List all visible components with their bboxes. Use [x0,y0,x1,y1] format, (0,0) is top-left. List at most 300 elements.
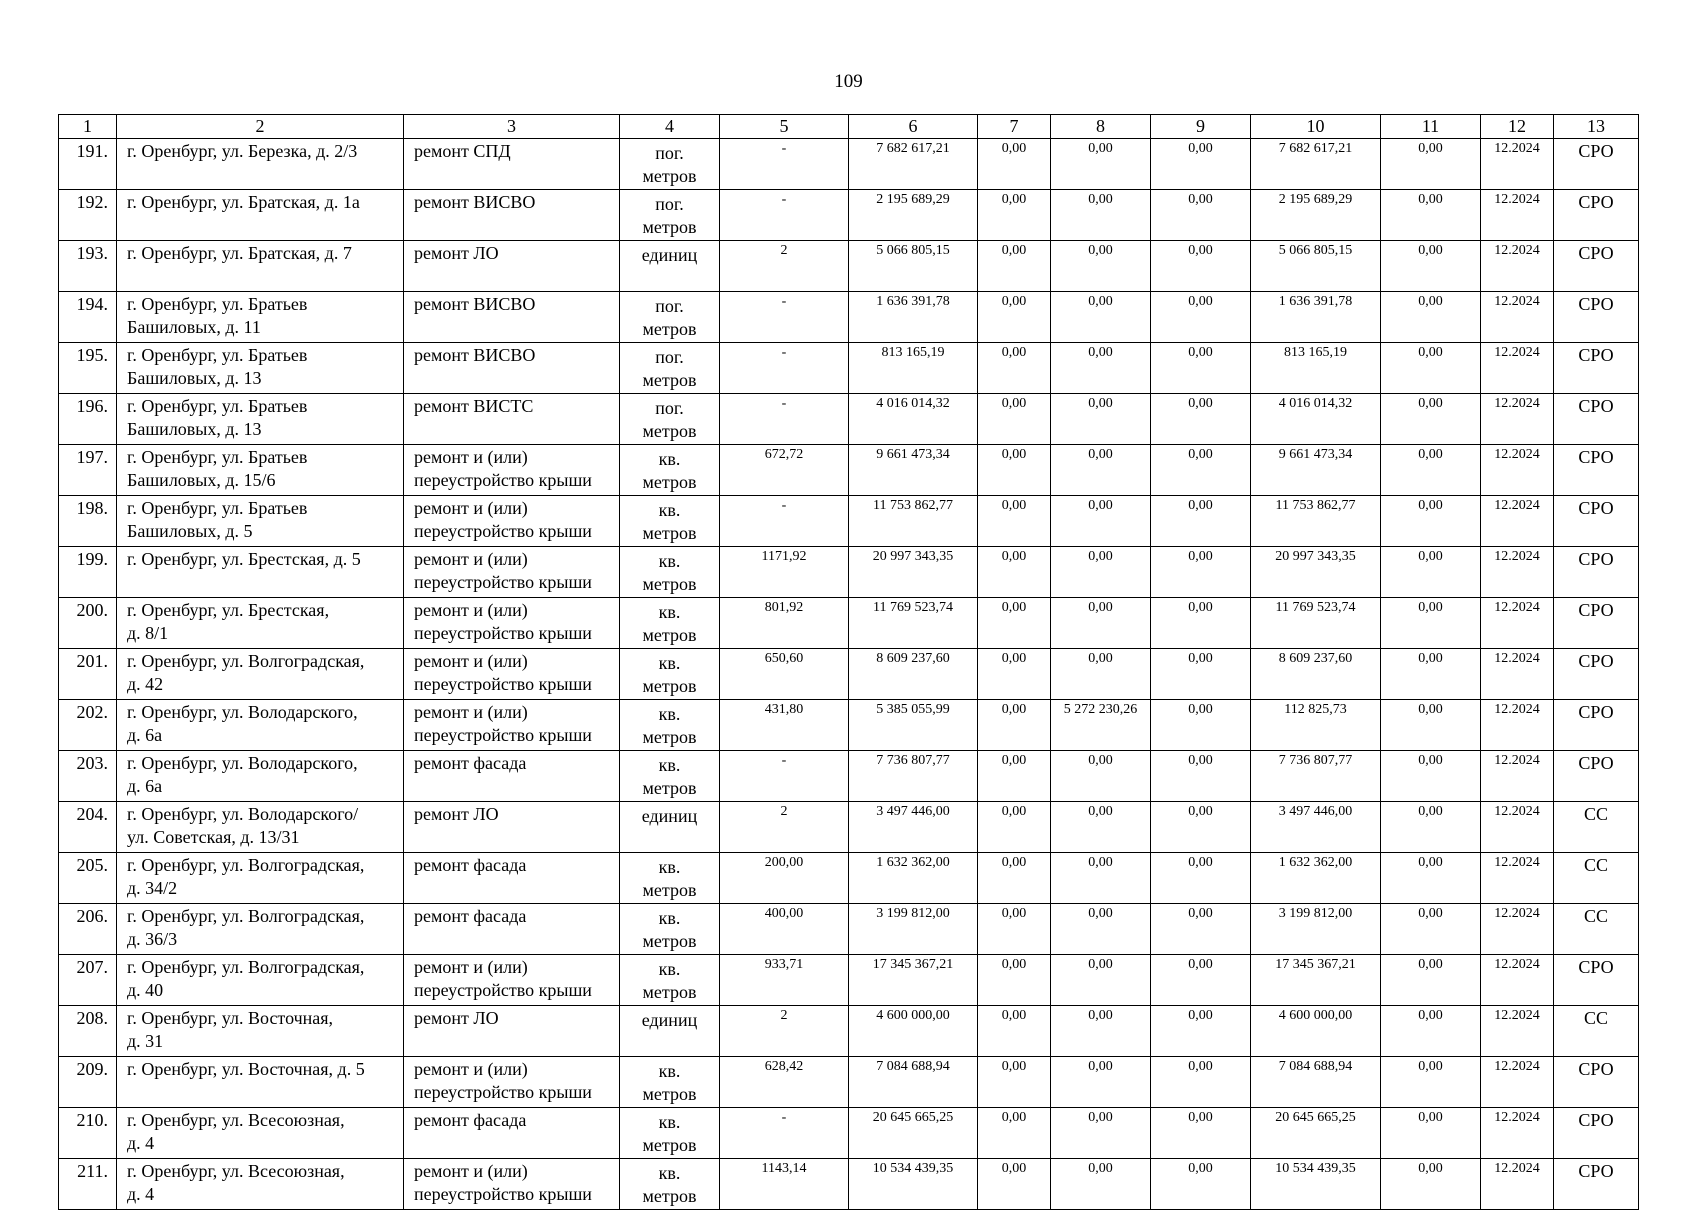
col8-cell-text: 0,00 [1088,855,1113,870]
total-cost-cell-text: 17 345 367,21 [872,957,954,972]
col10-cell-text: 5 066 805,15 [1278,243,1353,258]
col9-cell [1151,1006,1251,1057]
row-number [59,241,117,292]
work-type-cell [404,955,620,1006]
deadline-cell-text: 12.2024 [1494,1008,1540,1023]
work-type-cell [404,1006,620,1057]
col7-cell-text: 0,00 [1001,753,1027,768]
col11-cell-text: 0,00 [1418,1059,1443,1074]
col8-cell [1051,292,1151,343]
deadline-cell-text: 12.2024 [1494,1110,1540,1125]
col7-cell-text: 0,00 [1001,702,1027,717]
method-cell-text: СС [1583,906,1608,926]
total-cost-cell-text: 11 769 523,74 [873,600,953,615]
col8-cell [1051,955,1151,1006]
col11-cell-text: 0,00 [1418,447,1443,462]
col10-cell-text: 8 609 237,60 [1278,651,1353,666]
address-cell-text: г. Оренбург, ул. Брестская, д. 8/1 [127,600,330,643]
col10-cell [1251,292,1381,343]
work-type-cell [404,649,620,700]
method-cell-text: СРО [1578,447,1614,467]
col7-cell [978,292,1051,343]
quantity-cell-text: 1143,14 [761,1161,807,1176]
quantity-cell-text: - [781,753,787,768]
col9-cell [1151,598,1251,649]
address-cell-text: г. Оренбург, ул. Восточная, д. 31 [127,1008,334,1051]
row-number [59,343,117,394]
total-cost-cell-text: 3 497 446,00 [876,804,950,819]
col9-cell-text: 0,00 [1188,549,1213,564]
col10-cell [1251,1057,1381,1108]
work-type-cell [404,1057,620,1108]
total-cost-cell-text: 4 600 000,00 [876,1008,950,1023]
col10-cell-text: 1 636 391,78 [1278,294,1353,309]
table-row [59,649,1639,700]
col7-cell-text: 0,00 [1001,294,1027,309]
work-type-cell-text: ремонт и (или) переустройство крыши [414,1059,592,1102]
col9-cell [1151,1159,1251,1210]
quantity-cell [720,292,849,343]
method-cell [1554,955,1639,1006]
table-row [59,190,1639,241]
col8-cell-text: 0,00 [1088,906,1113,921]
row-number [59,649,117,700]
address-cell [117,343,404,394]
method-cell-text: СРО [1578,294,1614,314]
total-cost-cell-text: 2 195 689,29 [876,192,950,207]
address-cell-text: г. Оренбург, ул. Всесоюзная, д. 4 [127,1161,345,1204]
unit-cell-text: кв. метров [642,602,697,645]
col11-cell-text: 0,00 [1418,243,1443,258]
col7-cell-text: 0,00 [1001,1161,1027,1176]
col8-cell [1051,1108,1151,1159]
method-cell-text: СС [1583,804,1608,824]
table-row [59,853,1639,904]
col11-cell [1381,1006,1481,1057]
col7-cell-text: 0,00 [1001,345,1027,360]
col10-cell-text: 7 736 807,77 [1278,753,1353,768]
col11-cell-text: 0,00 [1418,1008,1443,1023]
col7-cell-text: 0,00 [1001,243,1027,258]
address-cell-text: г. Оренбург, ул. Володарского, д. 6а [127,753,358,796]
address-cell [117,241,404,292]
method-cell-text: СРО [1578,753,1614,773]
row-number [59,496,117,547]
total-cost-cell [849,802,978,853]
deadline-cell [1481,802,1554,853]
work-type-cell-text: ремонт и (или) переустройство крыши [414,651,592,694]
total-cost-cell [849,1057,978,1108]
col7-cell-text: 0,00 [1001,141,1027,156]
col9-cell-text: 0,00 [1188,906,1213,921]
unit-cell [620,955,720,1006]
col7-cell-text: 0,00 [1001,906,1027,921]
col11-cell-text: 0,00 [1418,345,1443,360]
col9-cell [1151,751,1251,802]
col9-cell [1151,496,1251,547]
col9-cell-text: 0,00 [1188,498,1213,513]
col8-cell [1051,190,1151,241]
col11-cell [1381,700,1481,751]
table-row [59,241,1639,292]
total-cost-cell-text: 8 609 237,60 [876,651,950,666]
column-header-9: 9 [1151,115,1251,139]
col7-cell [978,445,1051,496]
row-number-text: 193. [76,243,108,263]
total-cost-cell-text: 11 753 862,77 [873,498,953,513]
col8-cell-text: 0,00 [1088,600,1113,615]
method-cell [1554,496,1639,547]
row-number-text: 202. [76,702,108,722]
deadline-cell-text: 12.2024 [1494,702,1540,717]
work-type-cell-text: ремонт и (или) переустройство крыши [414,1161,592,1204]
col9-cell-text: 0,00 [1188,651,1213,666]
col11-cell [1381,292,1481,343]
work-type-cell [404,292,620,343]
unit-cell-text: пог. метров [642,296,697,339]
repair-registry-table [58,114,1639,1210]
deadline-cell [1481,547,1554,598]
method-cell-text: СРО [1578,345,1614,365]
col8-cell [1051,1159,1151,1210]
table-row [59,292,1639,343]
work-type-cell [404,394,620,445]
method-cell [1554,802,1639,853]
row-number-text: 197. [76,447,108,467]
address-cell [117,1108,404,1159]
row-number [59,292,117,343]
work-type-cell-text: ремонт и (или) переустройство крыши [414,447,592,490]
work-type-cell-text: ремонт ВИСВО [414,192,536,212]
col10-cell-text: 4 016 014,32 [1278,396,1353,411]
unit-cell [620,190,720,241]
table-row [59,1057,1639,1108]
address-cell [117,547,404,598]
quantity-cell-text: 801,92 [764,600,804,615]
quantity-cell-text: 2 [780,1008,788,1023]
row-number [59,955,117,1006]
quantity-cell-text: 933,71 [764,957,804,972]
work-type-cell [404,1159,620,1210]
address-cell [117,139,404,190]
col10-cell-text: 10 534 439,35 [1275,1161,1356,1176]
col9-cell [1151,190,1251,241]
col10-cell-text: 11 753 862,77 [1275,498,1356,513]
unit-cell-text: единиц [641,1010,698,1030]
method-cell [1554,1006,1639,1057]
col8-cell-text: 0,00 [1088,294,1113,309]
column-header-11: 11 [1381,115,1481,139]
method-cell-text: СРО [1578,498,1614,518]
column-number-header [59,115,1639,139]
col10-cell-text: 112 825,73 [1284,702,1347,717]
col7-cell [978,802,1051,853]
address-cell-text: г. Оренбург, ул. Волгоградская, д. 42 [127,651,365,694]
col11-cell-text: 0,00 [1418,192,1443,207]
work-type-cell [404,343,620,394]
method-cell [1554,445,1639,496]
col8-cell-text: 0,00 [1088,1161,1113,1176]
total-cost-cell [849,190,978,241]
method-cell [1554,751,1639,802]
address-cell-text: г. Оренбург, ул. Всесоюзная, д. 4 [127,1110,345,1153]
row-number [59,598,117,649]
row-number [59,751,117,802]
col9-cell-text: 0,00 [1188,345,1213,360]
col11-cell [1381,139,1481,190]
address-cell [117,496,404,547]
col9-cell-text: 0,00 [1188,447,1213,462]
method-cell [1554,343,1639,394]
deadline-cell [1481,1057,1554,1108]
col9-cell [1151,1057,1251,1108]
col9-cell-text: 0,00 [1188,753,1213,768]
deadline-cell [1481,598,1554,649]
quantity-cell-text: 650,60 [764,651,804,666]
quantity-cell [720,802,849,853]
col11-cell-text: 0,00 [1418,294,1443,309]
unit-cell-text: кв. метров [642,959,697,1002]
col10-cell [1251,853,1381,904]
col8-cell-text: 0,00 [1088,1059,1113,1074]
address-cell-text: г. Оренбург, ул. Волгоградская, д. 36/3 [127,906,365,949]
method-cell-text: СРО [1578,651,1614,671]
row-number [59,1006,117,1057]
work-type-cell [404,700,620,751]
quantity-cell [720,1108,849,1159]
address-cell-text: г. Оренбург, ул. Березка, д. 2/3 [127,141,358,161]
unit-cell [620,1006,720,1057]
quantity-cell [720,1159,849,1210]
deadline-cell-text: 12.2024 [1494,600,1540,615]
col10-cell [1251,649,1381,700]
deadline-cell-text: 12.2024 [1494,753,1540,768]
col11-cell-text: 0,00 [1418,804,1443,819]
col7-cell [978,1108,1051,1159]
work-type-cell-text: ремонт ЛО [414,243,499,263]
work-type-cell [404,904,620,955]
quantity-cell-text: 200,00 [764,855,804,870]
unit-cell [620,649,720,700]
col9-cell [1151,547,1251,598]
row-number-text: 196. [76,396,108,416]
unit-cell-text: пог. метров [642,347,697,390]
deadline-cell [1481,1108,1554,1159]
col8-cell-text: 0,00 [1088,498,1113,513]
row-number-text: 206. [76,906,108,926]
col10-cell-text: 3 497 446,00 [1278,804,1353,819]
col11-cell-text: 0,00 [1418,396,1443,411]
table-row [59,1159,1639,1210]
col9-cell [1151,445,1251,496]
work-type-cell-text: ремонт и (или) переустройство крыши [414,600,592,643]
work-type-cell-text: ремонт и (или) переустройство крыши [414,957,592,1000]
col9-cell [1151,700,1251,751]
address-cell [117,292,404,343]
col9-cell-text: 0,00 [1188,396,1213,411]
col7-cell [978,1006,1051,1057]
col7-cell [978,700,1051,751]
deadline-cell-text: 12.2024 [1494,906,1540,921]
row-number-text: 211. [77,1161,108,1181]
work-type-cell [404,190,620,241]
table-row [59,955,1639,1006]
total-cost-cell [849,394,978,445]
method-cell-text: СРО [1578,1059,1614,1079]
col11-cell-text: 0,00 [1418,651,1443,666]
address-cell [117,445,404,496]
col8-cell-text: 0,00 [1088,1110,1113,1125]
col9-cell [1151,394,1251,445]
col9-cell-text: 0,00 [1188,243,1213,258]
deadline-cell [1481,241,1554,292]
address-cell-text: г. Оренбург, ул. Братьев Башиловых, д. 13 [127,396,308,439]
method-cell [1554,1057,1639,1108]
quantity-cell [720,700,849,751]
table-row [59,802,1639,853]
row-number [59,802,117,853]
total-cost-cell-text: 3 199 812,00 [876,906,950,921]
total-cost-cell [849,445,978,496]
col8-cell-text: 0,00 [1088,141,1113,156]
quantity-cell [720,904,849,955]
total-cost-cell [849,751,978,802]
col11-cell [1381,496,1481,547]
row-number-text: 208. [76,1008,108,1028]
col11-cell [1381,802,1481,853]
col11-cell-text: 0,00 [1418,906,1443,921]
col11-cell [1381,955,1481,1006]
col7-cell [978,190,1051,241]
quantity-cell-text: - [781,141,787,156]
quantity-cell [720,445,849,496]
col8-cell [1051,394,1151,445]
table-row [59,139,1639,190]
col11-cell [1381,190,1481,241]
quantity-cell [720,241,849,292]
unit-cell-text: кв. метров [642,449,697,492]
work-type-cell-text: ремонт ЛО [414,1008,499,1028]
quantity-cell [720,547,849,598]
row-number-text: 192. [76,192,108,212]
address-cell-text: г. Оренбург, ул. Братская, д. 1а [127,192,360,212]
unit-cell [620,1159,720,1210]
col8-cell-text: 0,00 [1088,957,1113,972]
row-number-text: 195. [76,345,108,365]
col11-cell [1381,649,1481,700]
work-type-cell [404,445,620,496]
row-number-text: 210. [76,1110,108,1130]
table-row [59,445,1639,496]
col10-cell [1251,139,1381,190]
deadline-cell [1481,496,1554,547]
unit-cell [620,496,720,547]
col8-cell-text: 0,00 [1088,396,1113,411]
row-number-text: 198. [76,498,108,518]
column-header-5: 5 [720,115,849,139]
method-cell-text: СРО [1578,702,1614,722]
col7-cell-text: 0,00 [1001,549,1027,564]
col8-cell-text: 5 272 230,26 [1063,702,1138,717]
col11-cell [1381,445,1481,496]
deadline-cell-text: 12.2024 [1494,804,1540,819]
col8-cell-text: 0,00 [1088,192,1113,207]
row-number-text: 199. [76,549,108,569]
col10-cell-text: 9 661 473,34 [1278,447,1353,462]
col10-cell-text: 1 632 362,00 [1278,855,1353,870]
col9-cell-text: 0,00 [1188,1059,1213,1074]
unit-cell [620,853,720,904]
col11-cell [1381,1108,1481,1159]
deadline-cell-text: 12.2024 [1494,498,1540,513]
quantity-cell [720,394,849,445]
col9-cell [1151,904,1251,955]
col8-cell-text: 0,00 [1088,651,1113,666]
total-cost-cell-text: 5 066 805,15 [876,243,950,258]
col8-cell-text: 0,00 [1088,243,1113,258]
address-cell-text: г. Оренбург, ул. Братьев Башиловых, д. 13 [127,345,308,388]
unit-cell-text: кв. метров [642,500,697,543]
unit-cell-text: кв. метров [642,551,697,594]
col11-cell-text: 0,00 [1418,1110,1443,1125]
address-cell [117,751,404,802]
column-header-2: 2 [117,115,404,139]
method-cell [1554,241,1639,292]
col9-cell [1151,343,1251,394]
col8-cell [1051,1057,1151,1108]
col11-cell-text: 0,00 [1418,1161,1443,1176]
total-cost-cell-text: 10 534 439,35 [872,1161,954,1176]
unit-cell [620,904,720,955]
col9-cell [1151,853,1251,904]
col11-cell-text: 0,00 [1418,549,1443,564]
work-type-cell-text: ремонт фасада [414,855,527,875]
quantity-cell-text: 2 [780,243,788,258]
col7-cell [978,955,1051,1006]
col8-cell [1051,241,1151,292]
col8-cell [1051,139,1151,190]
row-number [59,394,117,445]
deadline-cell-text: 12.2024 [1494,396,1540,411]
column-header-13: 13 [1554,115,1639,139]
col7-cell [978,496,1051,547]
method-cell-text: СРО [1578,549,1614,569]
unit-cell-text: кв. метров [642,704,697,747]
total-cost-cell [849,292,978,343]
total-cost-cell-text: 7 084 688,94 [876,1059,950,1074]
col9-cell [1151,955,1251,1006]
col10-cell [1251,802,1381,853]
col10-cell [1251,190,1381,241]
address-cell [117,649,404,700]
deadline-cell [1481,1159,1554,1210]
total-cost-cell [849,700,978,751]
method-cell-text: СС [1583,1008,1608,1028]
col11-cell-text: 0,00 [1418,753,1443,768]
col11-cell-text: 0,00 [1418,498,1443,513]
col8-cell-text: 0,00 [1088,753,1113,768]
method-cell [1554,598,1639,649]
deadline-cell [1481,1006,1554,1057]
address-cell-text: г. Оренбург, ул. Братьев Башиловых, д. 11 [127,294,308,337]
work-type-cell [404,139,620,190]
table-row [59,598,1639,649]
unit-cell [620,139,720,190]
col7-cell-text: 0,00 [1001,498,1027,513]
unit-cell-text: кв. метров [642,1163,697,1206]
total-cost-cell-text: 20 645 665,25 [872,1110,954,1125]
quantity-cell-text: - [781,1110,787,1125]
